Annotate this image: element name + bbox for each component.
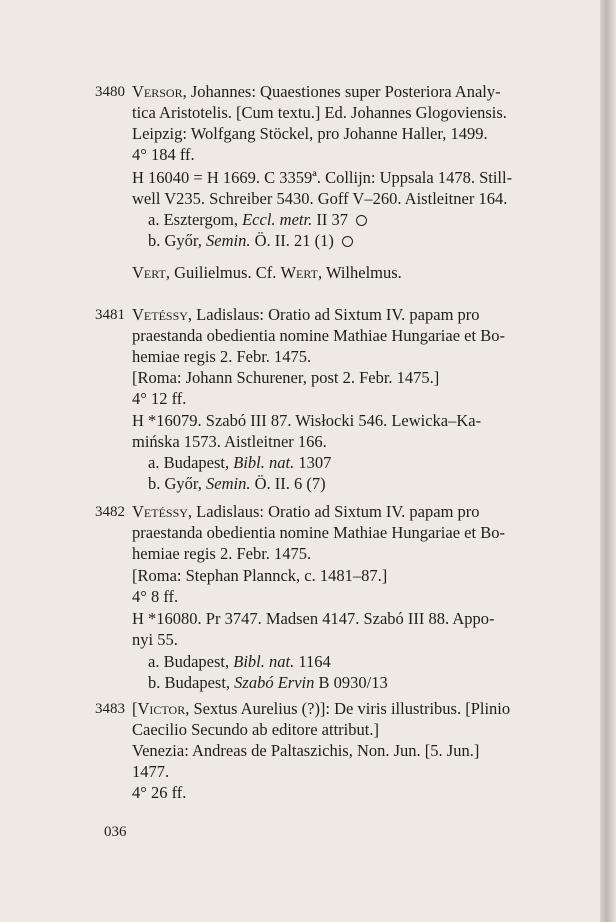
copy-location (148, 652, 331, 672)
cross-reference-line: Vert, Guilielmus. Cf. Wert, Wilhelmus. (132, 263, 402, 282)
copy-location (148, 231, 353, 251)
entry-author: [Victor (132, 699, 186, 718)
entry-line: 4° 8 ff. (132, 587, 179, 606)
copy-label: b. Budapest, (148, 673, 231, 692)
entry-line: well V235. Schreiber 5430. Goff V–260. Aistleitner 164. (132, 189, 508, 208)
copy-location (148, 673, 388, 693)
cross-ref-target-text: Wilhelmus. (325, 263, 402, 282)
copy-label: a. Budapest, (148, 652, 230, 671)
circle-mark-icon (342, 236, 353, 247)
entry-line: 4° 12 ff. (132, 389, 187, 408)
entry-text: Sextus Aurelius (?)]: De viris illustribus. [Plinio (193, 699, 511, 718)
copy-location (148, 453, 331, 473)
copy-label: a. Esztergom, (148, 210, 238, 229)
cross-ref-author: Vert (132, 263, 166, 282)
copy-shelfmark: B 0930/13 (318, 673, 388, 692)
cross-ref-text: Guilielmus. Cf. (174, 263, 277, 282)
page-number: 036 (104, 824, 127, 840)
entry-line: tica Aristotelis. [Cum textu.] Ed. Johannes Glogoviensis. (132, 103, 507, 122)
copy-shelfmark: 1307 (298, 453, 332, 472)
copy-shelfmark: 1164 (298, 652, 331, 671)
entry-text: Ladislaus: Oratio ad Sixtum IV. papam pro (196, 502, 480, 521)
copy-location (148, 474, 326, 494)
copy-institution: Bibl. nat. (233, 453, 295, 472)
entry-line: Versor, Johannes: Quaestiones super Posteriora Analy- (132, 82, 501, 101)
cross-ref-target-author: Wert (280, 263, 318, 282)
entry-line: Leipzig: Wolfgang Stöckel, pro Johanne Haller, 1499. (132, 124, 488, 143)
copy-shelfmark: II 37 (316, 210, 348, 229)
entry-line: H *16080. Pr 3747. Madsen 4147. Szabó III 88. Appo- (132, 609, 495, 628)
copy-institution: Szabó Ervin (234, 673, 315, 692)
entry-line: H 16040 = H 1669. C 3359ª. Collijn: Uppsala 1478. Still- (132, 168, 513, 187)
entry-text: Johannes: Quaestiones super Posteriora Analy- (190, 82, 501, 101)
copy-label: a. Budapest, (148, 453, 230, 472)
entry-line: [Roma: Johann Schurener, post 2. Febr. 1475.] (132, 368, 440, 387)
entry-line: Venezia: Andreas de Paltaszichis, Non. Jun. [5. Jun.] (132, 741, 480, 760)
copy-location (148, 210, 367, 230)
copy-label: b. Győr, (148, 231, 202, 250)
entry-author: Vetéssy (132, 502, 188, 521)
entry-line: [Roma: Stephan Plannck, c. 1481–87.] (132, 566, 388, 585)
copy-shelfmark: Ö. II. 6 (7) (254, 474, 326, 493)
circle-mark-icon (356, 215, 367, 226)
entry-line: 4° 184 ff. (132, 145, 195, 164)
entry-line: Vetéssy, Ladislaus: Oratio ad Sixtum IV. papam pro (132, 305, 480, 324)
entry-line: praestanda obedientia nomine Mathiae Hungariae et Bo- (132, 523, 505, 542)
entry-number: 3482 (95, 504, 125, 520)
entry-number: 3483 (95, 701, 125, 717)
entry-line: mińska 1573. Aistleitner 166. (132, 432, 327, 451)
entry-author: Versor (132, 82, 183, 101)
entry-line: 1477. (132, 762, 170, 781)
entry-line: Caecilio Secundo ab editore attribut.] (132, 720, 379, 739)
entry-number: 3480 (95, 84, 125, 100)
entry-text: Ladislaus: Oratio ad Sixtum IV. papam pro (196, 305, 480, 324)
page-edge-shadow (600, 0, 616, 922)
copy-label: b. Győr, (148, 474, 202, 493)
entry-author: Vetéssy (132, 305, 188, 324)
entry-line: Vetéssy, Ladislaus: Oratio ad Sixtum IV. papam pro (132, 502, 480, 521)
copy-institution: Semin. (206, 231, 251, 250)
copy-institution: Eccl. metr. (242, 210, 313, 229)
entry-line: hemiae regis 2. Febr. 1475. (132, 347, 312, 366)
entry-line: nyi 55. (132, 630, 178, 649)
entry-number: 3481 (95, 307, 125, 323)
entry-line: hemiae regis 2. Febr. 1475. (132, 544, 312, 563)
copy-shelfmark: Ö. II. 21 (1) (254, 231, 334, 250)
copy-institution: Semin. (206, 474, 251, 493)
entry-line: 4° 26 ff. (132, 783, 187, 802)
entry-line: H *16079. Szabó III 87. Wisłocki 546. Lewicka–Ka- (132, 411, 482, 430)
copy-institution: Bibl. nat. (233, 652, 295, 671)
entry-line: [Victor, Sextus Aurelius (?)]: De viris illustribus. [Plinio (132, 699, 511, 718)
entry-line: praestanda obedientia nomine Mathiae Hungariae et Bo- (132, 326, 505, 345)
